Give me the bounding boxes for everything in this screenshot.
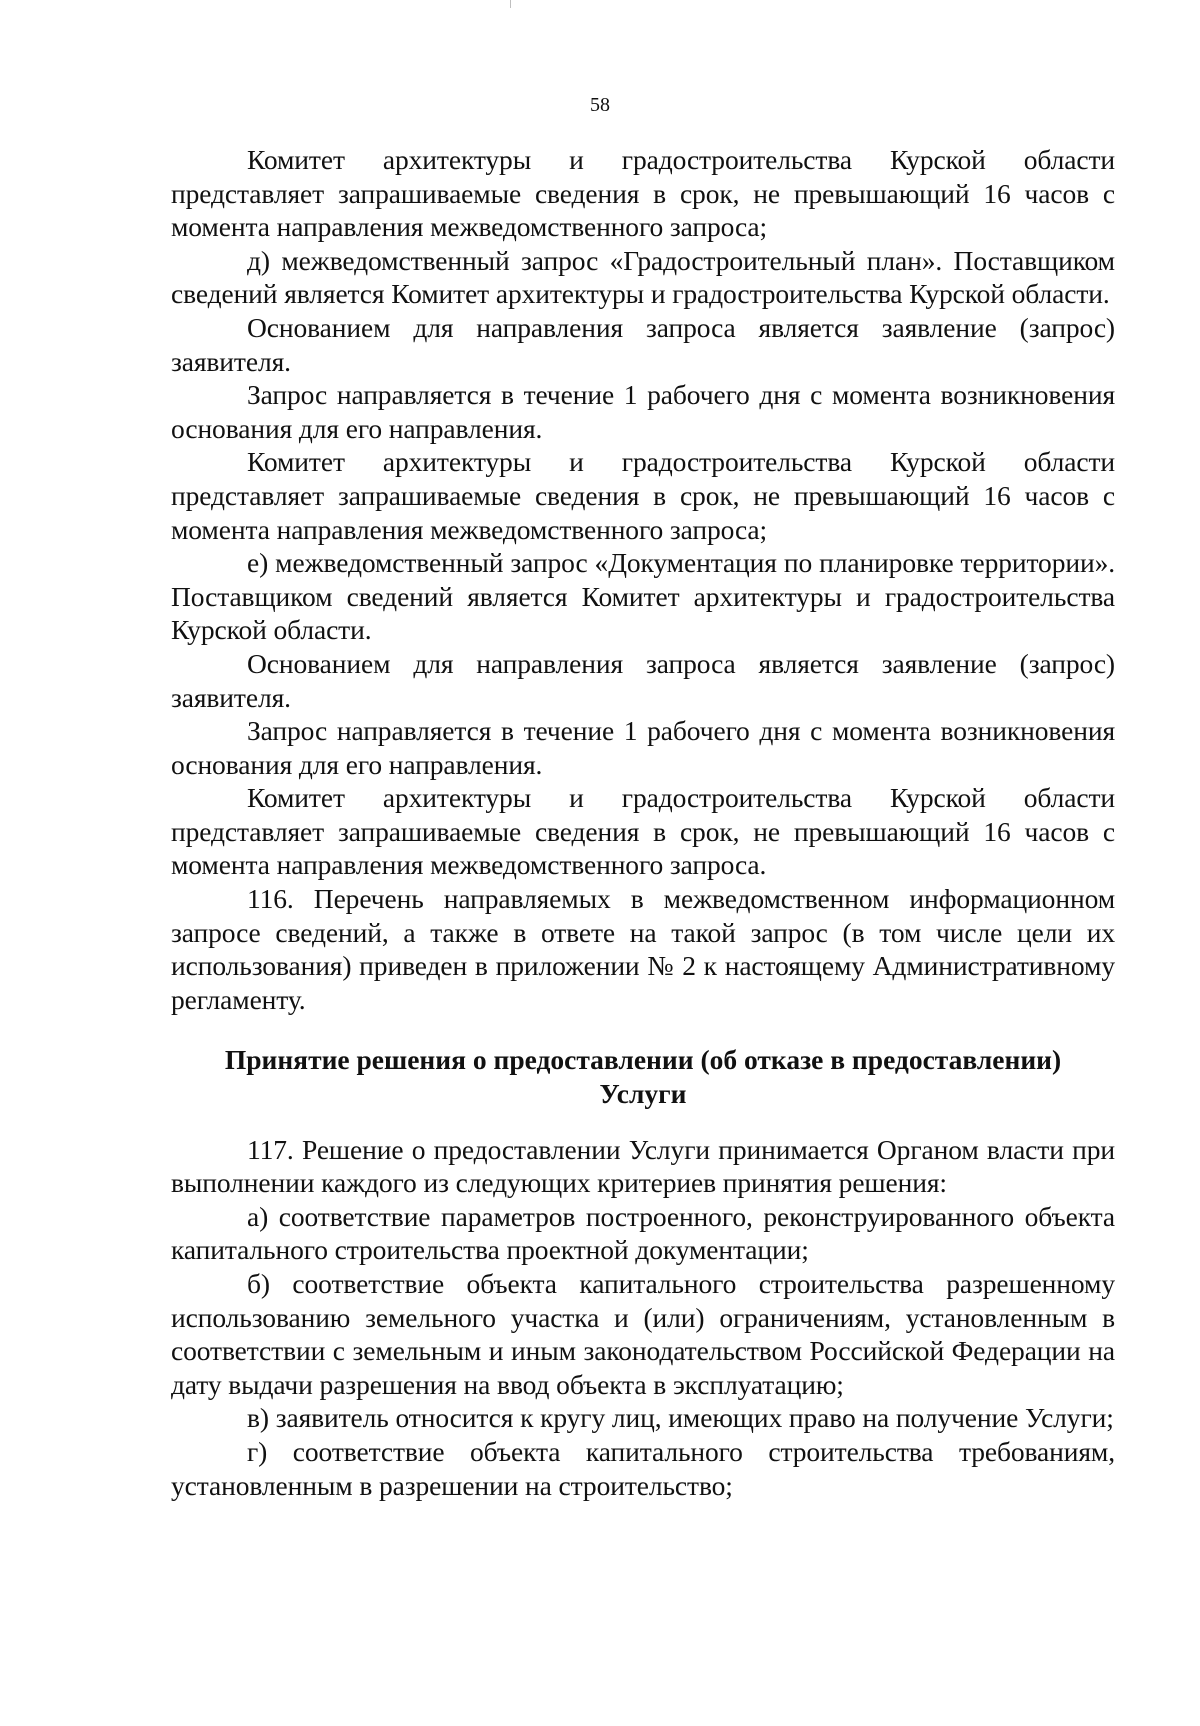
paragraph: Основанием для направления запроса является заявление (запрос) заявителя. — [171, 311, 1115, 377]
paragraph: д) межведомственный запрос «Градостроительный план». Поставщиком сведений является Комитет архитектуры и градостроительства Курской области. — [171, 244, 1115, 310]
paragraph: Основанием для направления запроса является заявление (запрос) заявителя. — [171, 647, 1115, 713]
paragraph: 117. Решение о предоставлении Услуги принимается Органом власти при выполнении каждого из следующих критериев принятия решения: — [171, 1133, 1115, 1199]
paragraph: г) соответствие объекта капитального строительства требованиям, установленным в разрешении на строительство; — [171, 1435, 1115, 1501]
paragraph: в) заявитель относится к кругу лиц, имеющих право на получение Услуги; — [247, 1402, 1114, 1434]
paragraph: б) соответствие объекта капитального строительства разрешенному использованию земельного участка и (или) ограничениям, установленным в соответствии с земельным и иным законодательством Российской Федерации на дату выдачи разрешения на ввод объекта в эксплуатацию; — [171, 1268, 1115, 1400]
paragraph: Комитет архитектуры и градостроительства Курской области представляет запрашиваемые сведения в срок, не превышающий 16 часов с момента направления межведомственного запроса; — [171, 144, 1115, 243]
paragraph: Комитет архитектуры и градостроительства Курской области представляет запрашиваемые сведения в срок, не превышающий 16 часов с момента направления межведомственного запроса; — [171, 446, 1115, 545]
paragraph: Запрос направляется в течение 1 рабочего дня с момента возникновения основания для его направления. — [171, 379, 1115, 444]
paragraph: а) соответствие параметров построенного, реконструированного объекта капитального строительства проектной документации; — [171, 1200, 1115, 1266]
section-heading-line: Услуги — [599, 1078, 687, 1110]
paragraph: 116. Перечень направляемых в межведомственном информационном запросе сведений, а также в ответе на такой запрос (в том числе цели их использования) приведен в приложении № 2 к настоящему Административному регламенту. — [171, 883, 1115, 1015]
paragraph: е) межведомственный запрос «Документация по планировке территории». Поставщиком сведений является Комитет архитектуры и градостроительства Курской области. — [171, 547, 1115, 646]
section-heading-line: Принятие решения о предоставлении (об отказе в предоставлении) — [224, 1044, 1062, 1076]
paragraph: Комитет архитектуры и градостроительства Курской области представляет запрашиваемые сведения в срок, не превышающий 16 часов с момента направления межведомственного запроса. — [171, 782, 1115, 881]
scan-artifact — [510, 0, 511, 8]
section-heading — [171, 1043, 1115, 1110]
page-number: 58 — [590, 94, 610, 116]
paragraph: Запрос направляется в течение 1 рабочего дня с момента возникновения основания для его направления. — [171, 715, 1115, 780]
document-body — [171, 143, 1115, 1502]
